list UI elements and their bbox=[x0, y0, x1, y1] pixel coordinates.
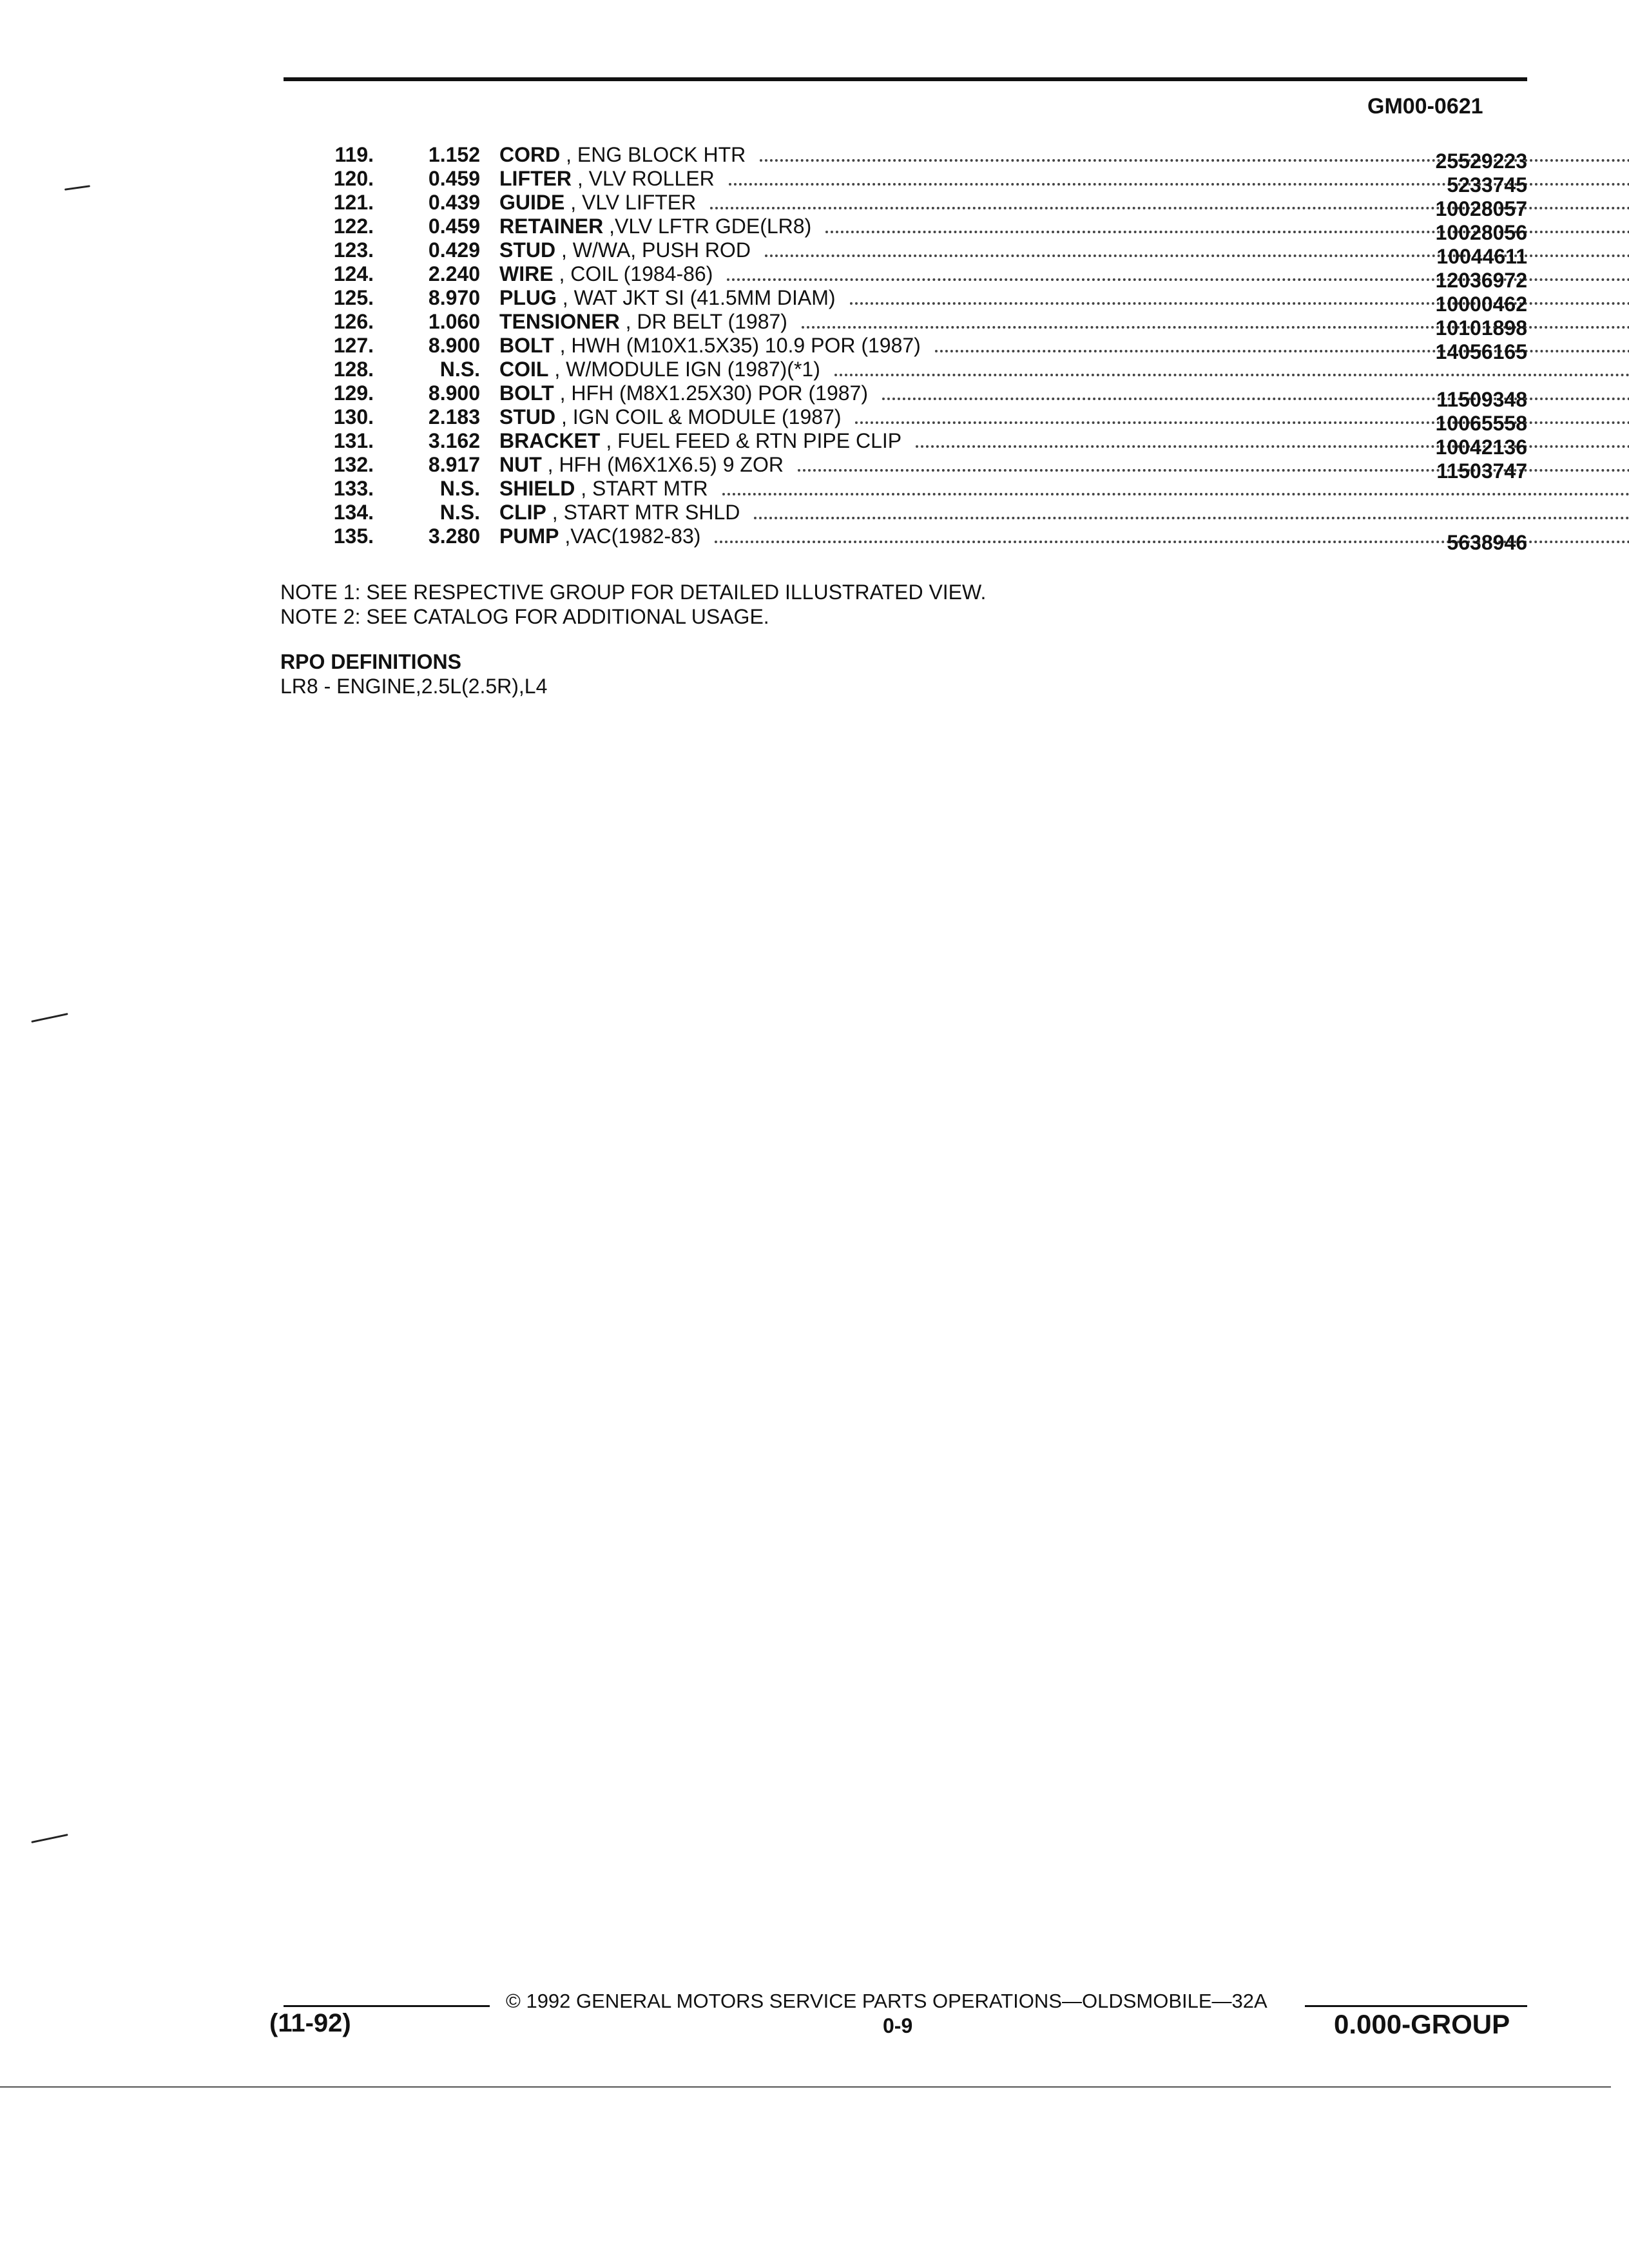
part-detail: , W/MODULE IGN (1987)(*1) bbox=[548, 358, 820, 381]
item-number: 133. bbox=[333, 477, 374, 500]
part-detail: ,VLV LFTR GDE(LR8) bbox=[603, 215, 812, 238]
item-number: 134. bbox=[333, 501, 374, 524]
part-name: COIL bbox=[499, 358, 549, 381]
group-number: 0.459 bbox=[428, 215, 480, 238]
part-row bbox=[284, 501, 1527, 524]
item-number: 125. bbox=[333, 286, 374, 309]
part-name: BRACKET bbox=[499, 429, 601, 452]
part-name: BOLT bbox=[499, 381, 554, 405]
part-name: PUMP bbox=[499, 524, 559, 548]
rpo-definition: LR8 - ENGINE,2.5L(2.5R),L4 bbox=[280, 675, 548, 698]
part-row bbox=[284, 262, 1527, 292]
item-number: 120. bbox=[333, 167, 374, 190]
group-number: 1.152 bbox=[428, 143, 480, 166]
part-row bbox=[284, 167, 1527, 197]
part-name: GUIDE bbox=[499, 191, 565, 214]
part-number: 10028057 bbox=[1435, 197, 1527, 220]
copyright-notice: © 1992 GENERAL MOTORS SERVICE PARTS OPERATIONS—OLDSMOBILE—32A bbox=[506, 1990, 1268, 2012]
part-row bbox=[284, 381, 1527, 411]
part-row bbox=[284, 191, 1527, 220]
part-name: STUD bbox=[499, 405, 556, 428]
dot-leader bbox=[834, 374, 1629, 376]
part-number: 14056165 bbox=[1435, 340, 1527, 363]
footer-rule-left bbox=[284, 2005, 490, 2007]
parts-list bbox=[284, 143, 1527, 554]
part-name: BOLT bbox=[499, 334, 554, 357]
part-description bbox=[499, 477, 1629, 501]
part-name: SHIELD bbox=[499, 477, 575, 500]
part-row bbox=[284, 405, 1527, 435]
part-name: RETAINER bbox=[499, 215, 604, 238]
item-number: 122. bbox=[333, 215, 374, 238]
part-detail: , COIL (1984-86) bbox=[553, 262, 713, 285]
item-number: 127. bbox=[333, 334, 374, 357]
group-number: 1.060 bbox=[428, 310, 480, 333]
dot-leader bbox=[754, 517, 1629, 519]
part-row bbox=[284, 453, 1527, 483]
bottom-rule bbox=[0, 2086, 1611, 2088]
part-detail: , HFH (M8X1.25X30) POR (1987) bbox=[554, 381, 868, 405]
top-rule bbox=[284, 77, 1527, 81]
group-number: 2.240 bbox=[428, 262, 480, 285]
rpo-definitions bbox=[280, 649, 547, 698]
part-detail: , DR BELT (1987) bbox=[619, 310, 787, 333]
item-number: 135. bbox=[333, 524, 374, 548]
part-detail: , HFH (M6X1X6.5) 9 ZOR bbox=[541, 453, 784, 476]
footer-rule-right bbox=[1305, 2005, 1527, 2007]
notes-section bbox=[280, 580, 986, 629]
group-number: 0.459 bbox=[428, 167, 480, 190]
part-number: 10044611 bbox=[1436, 245, 1527, 268]
part-name: LIFTER bbox=[499, 167, 572, 190]
part-number: 10042136 bbox=[1435, 436, 1527, 459]
scan-mark bbox=[31, 1013, 68, 1023]
part-number: 10000462 bbox=[1435, 293, 1527, 316]
part-detail: , ENG BLOCK HTR bbox=[560, 143, 746, 166]
part-row bbox=[284, 143, 1527, 173]
part-row bbox=[284, 477, 1527, 501]
part-detail: , START MTR SHLD bbox=[546, 501, 740, 524]
part-row bbox=[284, 358, 1527, 381]
group-number: 0.439 bbox=[428, 191, 480, 214]
group-number: 8.970 bbox=[428, 286, 480, 309]
part-name: NUT bbox=[499, 453, 542, 476]
item-number: 130. bbox=[333, 405, 374, 428]
part-number: 5638946 bbox=[1447, 531, 1527, 554]
item-number: 129. bbox=[333, 381, 374, 405]
part-row bbox=[284, 524, 1527, 554]
part-detail: , VLV ROLLER bbox=[571, 167, 715, 190]
group-number: 0.429 bbox=[428, 238, 480, 262]
part-number: 10065558 bbox=[1435, 412, 1527, 435]
part-detail: , START MTR bbox=[575, 477, 708, 500]
part-number: 11509348 bbox=[1436, 388, 1527, 411]
group-number: N.S. bbox=[439, 358, 480, 381]
group-number: N.S. bbox=[439, 501, 480, 524]
item-number: 128. bbox=[333, 358, 374, 381]
part-name: PLUG bbox=[499, 286, 557, 309]
group-number: 8.900 bbox=[428, 334, 480, 357]
item-number: 119. bbox=[334, 143, 374, 166]
group-number: 2.183 bbox=[428, 405, 480, 428]
part-row bbox=[284, 310, 1527, 340]
group-number: 3.162 bbox=[428, 429, 480, 452]
part-detail: , VLV LIFTER bbox=[564, 191, 697, 214]
document-id: GM00-0621 bbox=[1367, 94, 1483, 119]
part-row bbox=[284, 429, 1527, 459]
part-detail: , FUEL FEED & RTN PIPE CLIP bbox=[600, 429, 902, 452]
part-detail: , HWH (M10X1.5X35) 10.9 POR (1987) bbox=[554, 334, 921, 357]
part-number: 10101898 bbox=[1435, 316, 1527, 340]
rpo-title: RPO DEFINITIONS bbox=[280, 650, 461, 673]
part-row bbox=[284, 334, 1527, 363]
item-number: 132. bbox=[333, 453, 374, 476]
part-number: 10028056 bbox=[1435, 221, 1527, 244]
item-number: 131. bbox=[333, 429, 374, 452]
group-number: 8.900 bbox=[428, 381, 480, 405]
part-name: STUD bbox=[499, 238, 556, 262]
part-row bbox=[284, 238, 1527, 268]
part-description bbox=[499, 358, 1629, 381]
part-number: 11503747 bbox=[1436, 459, 1527, 483]
item-number: 124. bbox=[333, 262, 374, 285]
part-name: TENSIONER bbox=[499, 310, 620, 333]
part-detail: ,VAC(1982-83) bbox=[559, 524, 701, 548]
part-detail: , WAT JKT SI (41.5MM DIAM) bbox=[556, 286, 836, 309]
part-number: 5233745 bbox=[1447, 173, 1527, 197]
part-number: 25529223 bbox=[1435, 149, 1527, 173]
scan-mark bbox=[31, 1834, 68, 1843]
item-number: 126. bbox=[333, 310, 374, 333]
group-number: N.S. bbox=[439, 477, 480, 500]
revision-date: (11-92) bbox=[269, 2009, 351, 2037]
page-number: 0-9 bbox=[883, 2014, 913, 2037]
scan-mark bbox=[64, 185, 90, 191]
part-name: CLIP bbox=[499, 501, 546, 524]
part-detail: , IGN COIL & MODULE (1987) bbox=[555, 405, 842, 428]
part-row bbox=[284, 215, 1527, 244]
item-number: 123. bbox=[333, 238, 374, 262]
part-name: WIRE bbox=[499, 262, 554, 285]
item-number: 121. bbox=[333, 191, 374, 214]
part-number: 12036972 bbox=[1435, 269, 1527, 292]
part-name: CORD bbox=[499, 143, 561, 166]
note-1: NOTE 1: SEE RESPECTIVE GROUP FOR DETAILED ILLUSTRATED VIEW. bbox=[280, 581, 987, 604]
group-number: 8.917 bbox=[428, 453, 480, 476]
part-row bbox=[284, 286, 1527, 316]
group-number: 3.280 bbox=[428, 524, 480, 548]
dot-leader bbox=[722, 493, 1629, 495]
part-description bbox=[499, 501, 1629, 524]
part-detail: , W/WA, PUSH ROD bbox=[555, 238, 751, 262]
group-label: 0.000-GROUP bbox=[1334, 2009, 1510, 2039]
note-2: NOTE 2: SEE CATALOG FOR ADDITIONAL USAGE. bbox=[280, 605, 769, 628]
